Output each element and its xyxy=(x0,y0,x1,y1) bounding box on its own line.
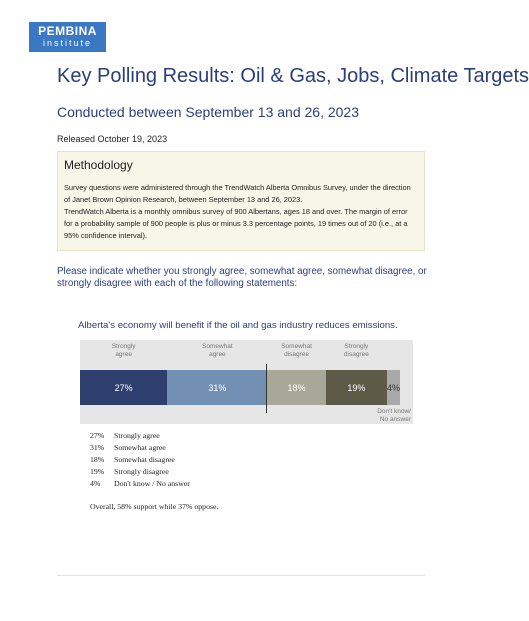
methodology-heading: Methodology xyxy=(64,158,133,172)
list-item-label: Somewhat agree xyxy=(114,443,166,452)
bar-value-label: 4% xyxy=(387,382,401,393)
list-item-percent: 27% xyxy=(90,431,105,440)
page-subtitle: Conducted between September 13 and 26, 2023 xyxy=(57,104,360,120)
list-item-percent: 19% xyxy=(90,467,105,476)
bar-value-label: 19% xyxy=(347,382,366,393)
methodology-paragraph-1: Survey questions were administered through the TrendWatch Alberta Omnibus Survey, under the direction of Janet Brown Opinion Research, between September 13 and 26, 2023. xyxy=(64,183,411,204)
midpoint-divider xyxy=(266,364,267,413)
bar-value-label: 27% xyxy=(114,382,133,393)
methodology-box xyxy=(57,151,425,251)
category-label: Somewhat disagree xyxy=(281,343,312,358)
results-breakdown xyxy=(90,430,190,490)
bar-segment-somewhat-agree xyxy=(167,370,267,405)
category-label: Somewhat agree xyxy=(202,343,233,358)
list-item-percent: 18% xyxy=(90,455,105,464)
page-title: Key Polling Results: Oil & Gas, Jobs, Climate Targets xyxy=(57,65,529,87)
list-item-percent: 4% xyxy=(90,479,101,488)
list-item-label: Somewhat disagree xyxy=(114,455,175,464)
bar-value-label: 31% xyxy=(208,382,227,393)
footer-divider xyxy=(57,575,425,576)
bar-segment-somewhat-disagree xyxy=(267,370,325,405)
bar-value-label: 18% xyxy=(287,382,306,393)
pembina-logo xyxy=(29,22,106,52)
bar-segment-strongly-agree xyxy=(80,370,167,405)
list-item-label: Don't know / No answer xyxy=(114,479,190,488)
methodology-paragraph-2: TrendWatch Alberta is a monthly omnibus survey of 900 Albertans, ages 18 and over. The margin of error for a probability sample of 900 people is plus or minus 3.3 percentage points, 19 times out of 20 (i.e., at a 95% confidence interval). xyxy=(64,207,408,240)
category-label: Strongly agree xyxy=(111,343,136,358)
list-item xyxy=(90,454,190,466)
list-item xyxy=(90,442,190,454)
logo-subname: institute xyxy=(42,38,93,48)
logo-name: PEMBINA xyxy=(38,24,97,38)
list-item-percent: 31% xyxy=(90,443,105,452)
list-item-label: Strongly agree xyxy=(114,431,160,440)
list-item-label: Strongly disagree xyxy=(114,467,169,476)
chart-title: Alberta's economy will benefit if the oil and gas industry reduces emissions. xyxy=(78,320,398,331)
category-label: Strongly disagree xyxy=(343,343,369,358)
bar-segment-strongly-disagree xyxy=(326,370,387,405)
release-date: Released October 19, 2023 xyxy=(57,134,168,144)
survey-question: Please indicate whether you strongly agree, somewhat agree, somewhat disagree, or strongly disagree with each of the following statements: xyxy=(57,266,427,289)
list-item xyxy=(90,478,190,490)
list-item xyxy=(90,466,190,478)
list-item xyxy=(90,430,190,442)
category-label-dont-know: Don't know/ No answer xyxy=(377,408,411,423)
summary-text: Overall, 58% support while 37% oppose. xyxy=(90,502,219,511)
bar-segment-don-t-know-no-answer xyxy=(387,370,400,405)
